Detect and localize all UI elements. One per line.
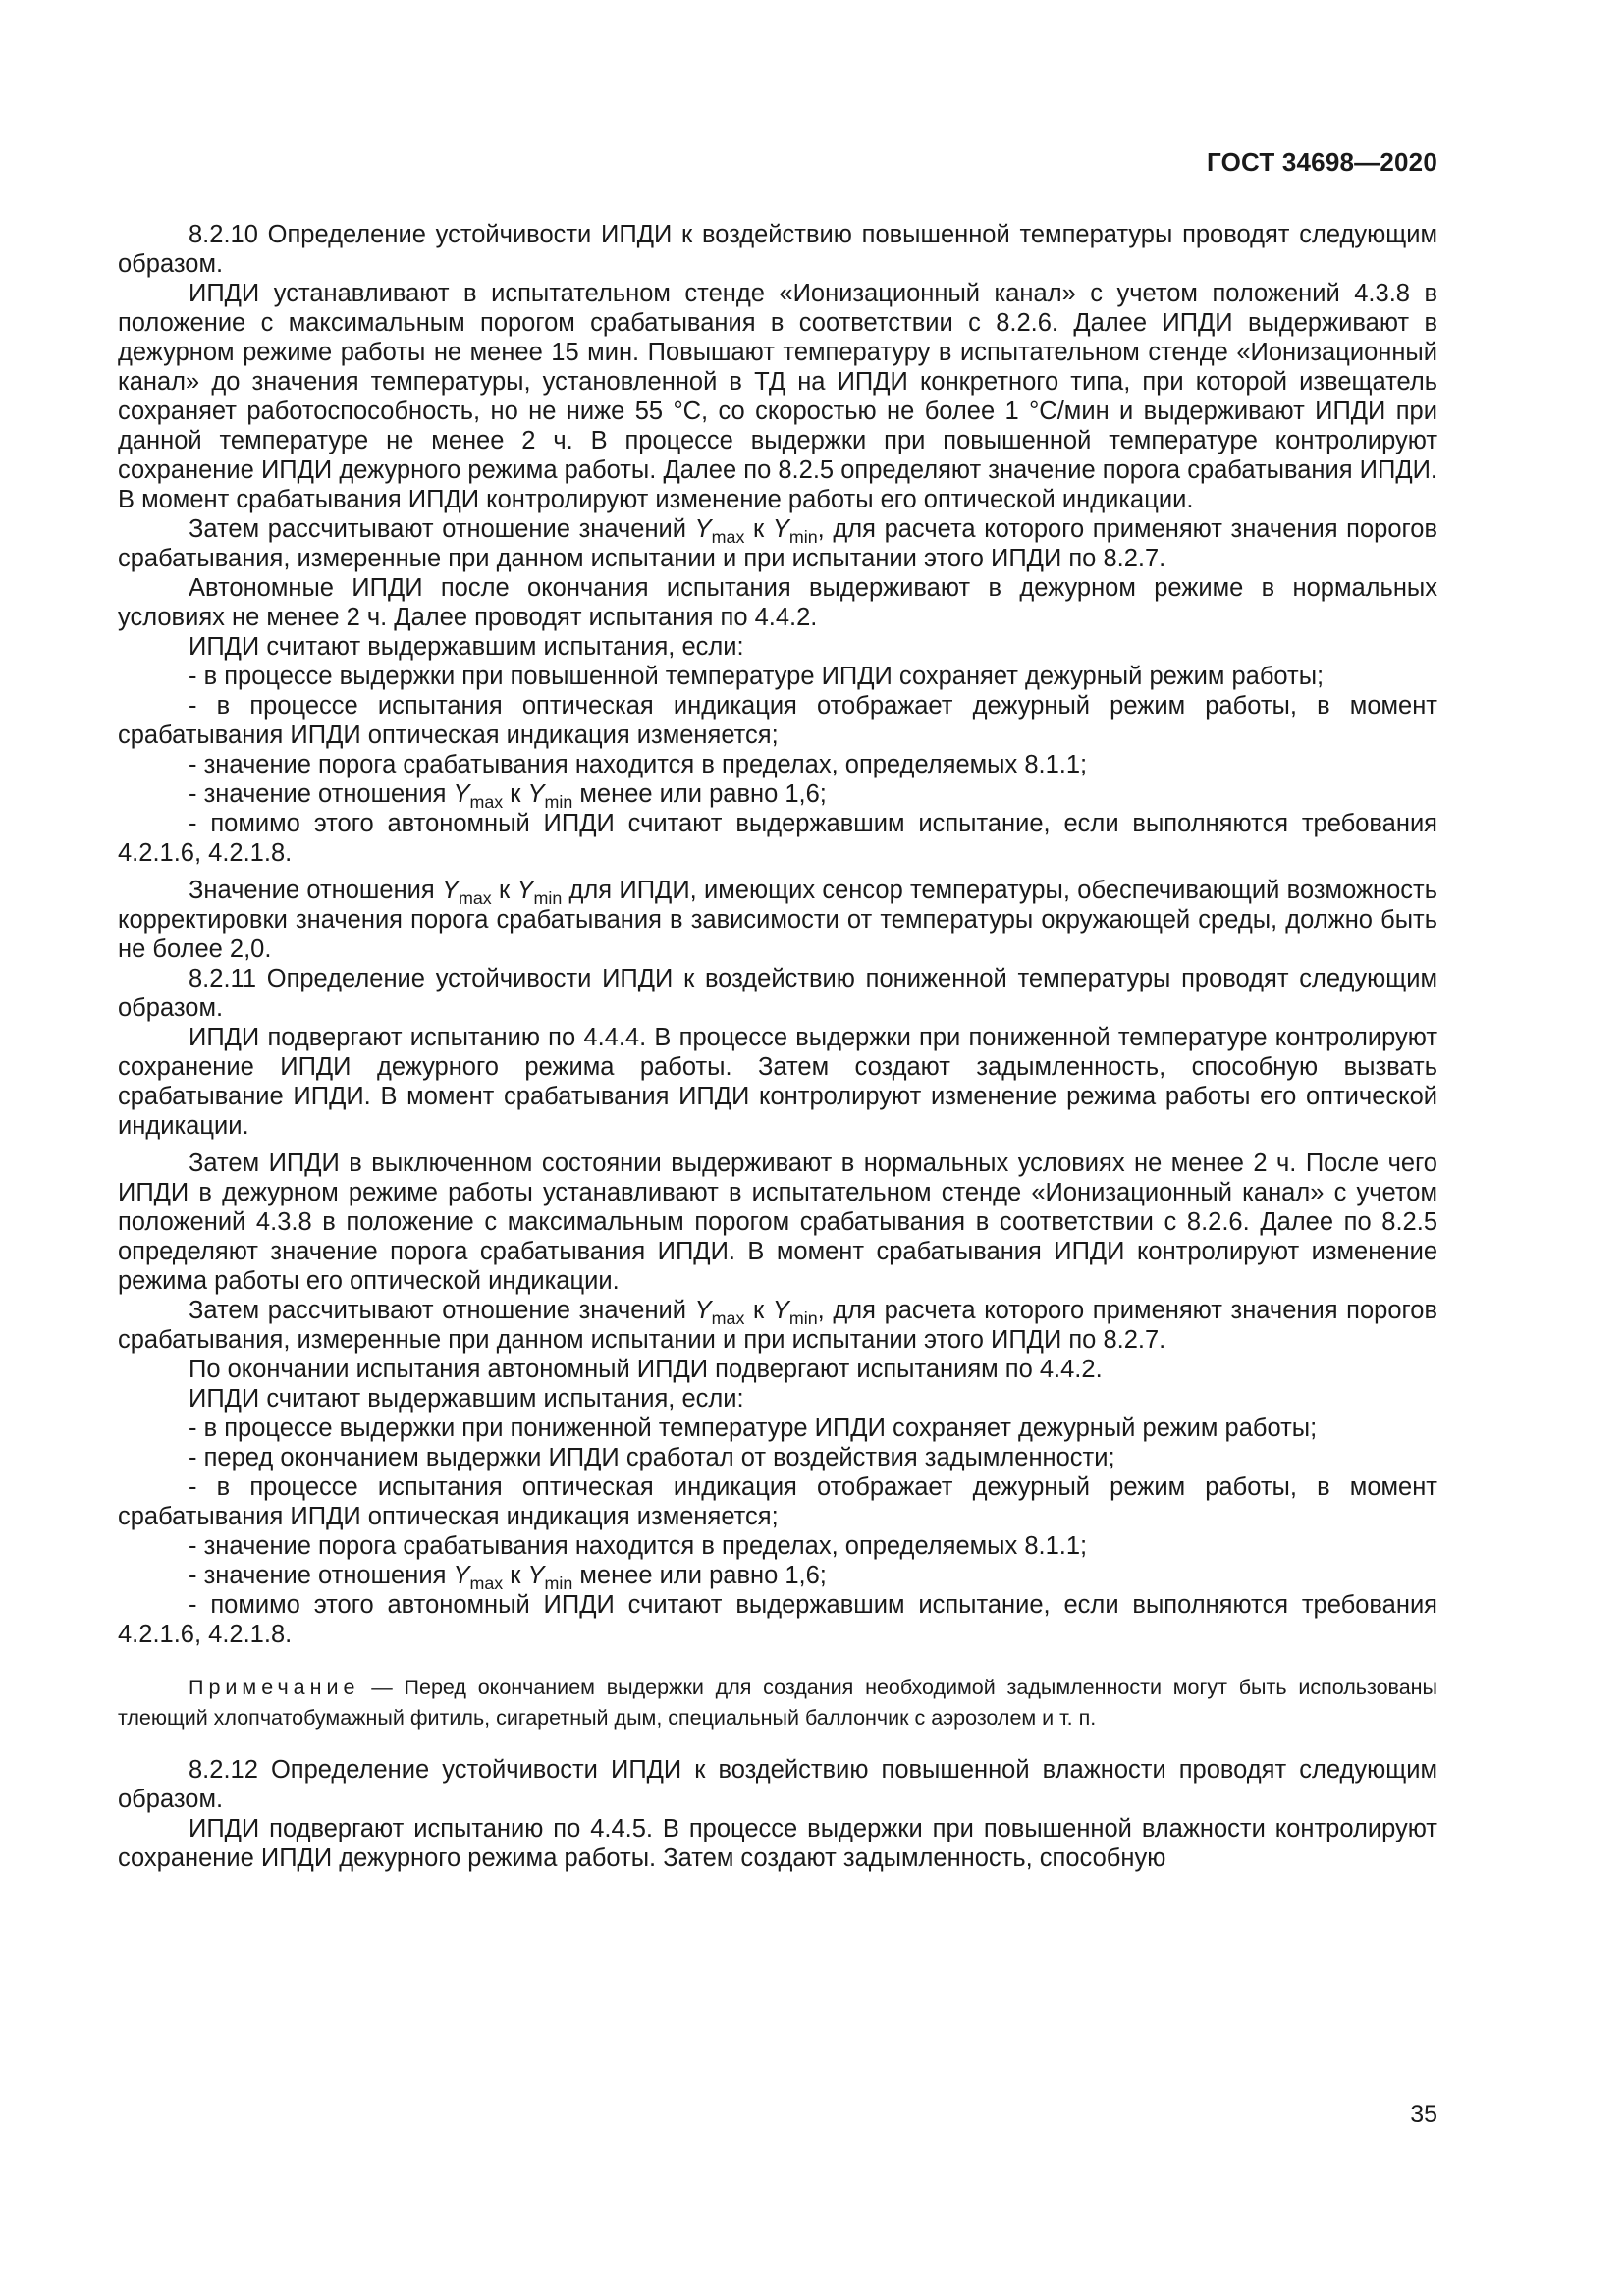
paragraph: ИПДИ подвергают испытанию по 4.4.5. В процессе выдержки при повышенной влажности контролируют сохранение ИПДИ дежурного режима работы. Затем создают задымленность, способную	[118, 1815, 1437, 1872]
paragraph: ИПДИ подвергают испытанию по 4.4.4. В процессе выдержки при пониженной температуре контролируют сохранение ИПДИ дежурного режима работы. Затем создают задымленность, способную вызвать срабатывание ИПДИ. В момент срабатывания ИПДИ контролируют изменение режима работы его оптической индикации.	[118, 1024, 1437, 1140]
list-item: - значение порога срабатывания находится в пределах, определяемых 8.1.1;	[189, 1532, 1088, 1560]
list-item: - значение порога срабатывания находится в пределах, определяемых 8.1.1;	[189, 751, 1088, 778]
clause-8-2-12-heading: 8.2.12 Определение устойчивости ИПДИ к воздействию повышенной влажности проводят следующим образом.	[118, 1756, 1437, 1813]
paragraph: ИПДИ устанавливают в испытательном стенде «Ионизационный канал» с учетом положений 4.3.8 в положение с максимальным порогом срабатывания в соответствии с 8.2.6. Далее ИПДИ выдерживают в дежурном режиме работы не менее 15 мин. Повышают температуру в испытательном стенде «Ионизационный канал» до значения температуры, установленной в ТД на ИПДИ конкретного типа, при которой извещатель сохраняет работоспособность, но не ниже 55 °С, со скоростью не более 1 °С/мин и выдерживают ИПДИ при данной температуре не менее 2 ч. В процессе выдержки при повышенной температуре контролируют сохранение ИПДИ дежурного режима работы. Далее по 8.2.5 определяют значение порога срабатывания ИПДИ. В момент срабатывания ИПДИ контролируют изменение работы его оптической индикации.	[118, 280, 1437, 513]
list-item: - в процессе испытания оптическая индикация отображает дежурный режим работы, в момент срабатывания ИПДИ оптическая индикация изменяется;	[118, 692, 1437, 749]
list-item: - в процессе испытания оптическая индикация отображает дежурный режим работы, в момент срабатывания ИПДИ оптическая индикация изменяется;	[118, 1473, 1437, 1530]
list-item: - в процессе выдержки при повышенной температуре ИПДИ сохраняет дежурный режим работы;	[189, 663, 1325, 690]
paragraph: Затем ИПДИ в выключенном состоянии выдерживают в нормальных условиях не менее 2 ч. После чего ИПДИ в дежурном режиме работы устанавливают в испытательном стенде «Ионизационный канал» с учетом положений 4.3.8 в положение с максимальным порогом срабатывания в соответствии с 8.2.6. Далее по 8.2.5 определяют значение порога срабатывания ИПДИ. В момент срабатывания ИПДИ контролируют изменение режима работы его оптической индикации.	[118, 1149, 1437, 1295]
standard-designation: ГОСТ 34698—2020	[1207, 147, 1437, 177]
list-item: - значение отношения $Y_{max}$ к $Y_{min}$ менее или равно 1,6;	[189, 780, 827, 813]
list-item: - перед окончанием выдержки ИПДИ сработал от воздействия задымленности;	[189, 1444, 1115, 1471]
list-item: - помимо этого автономный ИПДИ считают выдержавшим испытание, если выполняются требования 4.2.1.6, 4.2.1.8.	[118, 1591, 1437, 1648]
list-item: - помимо этого автономный ИПДИ считают выдержавшим испытание, если выполняются требования 4.2.1.6, 4.2.1.8.	[118, 810, 1437, 867]
ratio-paragraph: Затем рассчитывают отношение значений $Y_{max}$ к $Y_{min}$, для расчета которого применяют значения порогов срабатывания, измеренные при данном испытании и при испытании этого ИПДИ по 8.2.7.	[118, 515, 1437, 572]
ratio-paragraph: Значение отношения $Y_{max}$ к $Y_{min}$ для ИПДИ, имеющих сенсор температуры, обеспечивающий возможность корректировки значения порога срабатывания в зависимости от температуры окружающей среды, должно быть не более 2,0.	[118, 877, 1437, 963]
note	[118, 1673, 1437, 1734]
document-body	[118, 220, 1437, 1873]
paragraph: По окончании испытания автономный ИПДИ подвергают испытаниям по 4.4.2.	[189, 1356, 1103, 1383]
clause-8-2-10-heading: 8.2.10 Определение устойчивости ИПДИ к воздействию повышенной температуры проводят следующим образом.	[118, 221, 1437, 278]
paragraph: Автономные ИПДИ после окончания испытания выдерживают в дежурном режиме в нормальных условиях не менее 2 ч. Далее проводят испытания по 4.4.2.	[118, 574, 1437, 631]
note-text: — Перед окончанием выдержки для создания необходимой задымленности могут быть использованы тлеющий хлопчатобумажный фитиль, сигаретный дым, специальный баллончик с аэрозолем и т. п.	[118, 1676, 1437, 1730]
paragraph: ИПДИ считают выдержавшим испытания, если:	[189, 633, 744, 661]
list-item: - значение отношения $Y_{max}$ к $Y_{min}$ менее или равно 1,6;	[189, 1562, 827, 1594]
clause-8-2-11-heading: 8.2.11 Определение устойчивости ИПДИ к воздействию пониженной температуры проводят следующим образом.	[118, 965, 1437, 1022]
list-item: - в процессе выдержки при пониженной температуре ИПДИ сохраняет дежурный режим работы;	[189, 1415, 1318, 1442]
note-label: Примечание	[189, 1676, 360, 1699]
paragraph: ИПДИ считают выдержавшим испытания, если:	[189, 1385, 744, 1413]
page-number: 35	[1410, 2101, 1437, 2128]
ratio-paragraph: Затем рассчитывают отношение значений $Y_{max}$ к $Y_{min}$, для расчета которого применяют значения порогов срабатывания, измеренные при данном испытании и при испытании этого ИПДИ по 8.2.7.	[118, 1297, 1437, 1354]
